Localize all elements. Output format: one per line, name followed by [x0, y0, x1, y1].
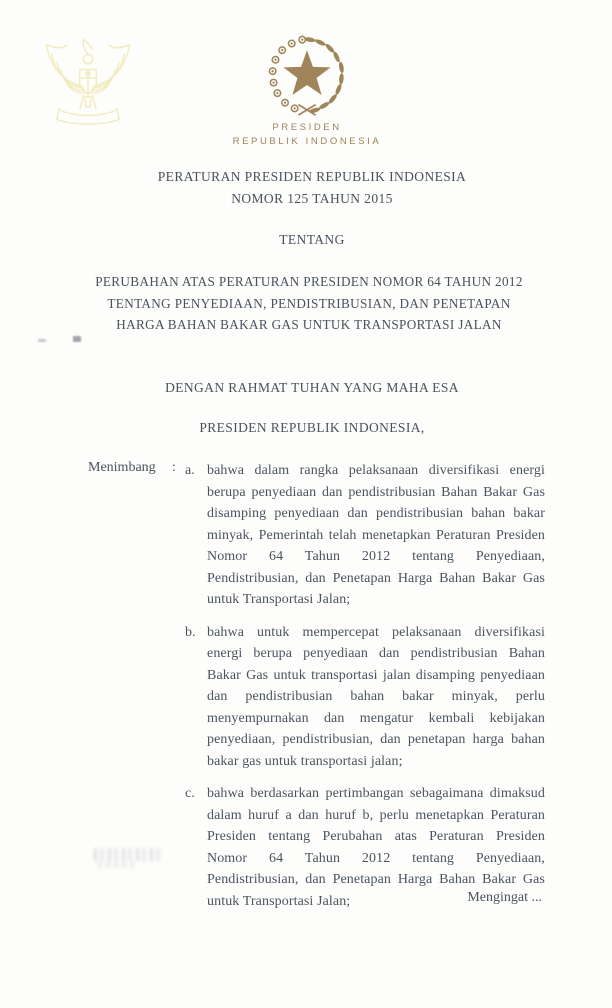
- item-marker: c.: [185, 786, 195, 801]
- item-marker: a.: [185, 463, 195, 478]
- subject-line-2: TENTANG PENYEDIAAN, PENDISTRIBUSIAN, DAN PENETAPAN: [107, 295, 511, 311]
- menimbang-items: [185, 460, 545, 923]
- faded-stamp-smudge-2: [98, 861, 138, 868]
- menimbang-separator: :: [172, 460, 176, 475]
- presidential-seal-icon: [265, 33, 349, 117]
- letterhead-republik-indonesia: REPUBLIK INDONESIA: [232, 136, 382, 147]
- consideration-item-a: [185, 460, 545, 611]
- item-text: bahwa untuk mempercepat pelaksanaan diversifikasi energi berupa penyediaan dan pendistribusian Bahan Bakar Gas untuk transportasi jalan disamping penyediaan dan pendistribusian bahan bakar minyak, perlu menyempurnakan dan mengatur kembali kebijakan penyediaan, pendistribusian, dan penetapan harga bahan bakar gas untuk transportasi jalan;: [207, 624, 545, 769]
- letterhead-presiden: PRESIDEN: [272, 122, 342, 133]
- garuda-watermark-icon: [36, 26, 140, 134]
- tentang-heading: TENTANG: [279, 232, 345, 247]
- item-text: bahwa dalam rangka pelaksanaan diversifikasi energi berupa penyediaan dan pendistribusian Bahan Bakar Gas disamping penyediaan dan pendistribusian bahan bakar minyak, Pemerintah telah menetapkan Peraturan Presiden Nomor 64 Tahun 2012 tentang Penyediaan, Pendistribusian, dan Penetapan Harga Bahan Bakar Gas untuk Transportasi Jalan;: [207, 463, 545, 607]
- letterhead-caption: [157, 121, 457, 149]
- menimbang-label: Menimbang: [88, 460, 156, 475]
- regulation-title: PERATURAN PRESIDEN REPUBLIK INDONESIA: [157, 169, 467, 184]
- invocation-line: DENGAN RAHMAT TUHAN YANG MAHA ESA: [165, 380, 459, 395]
- consideration-item-b: [185, 622, 545, 773]
- authority-line: PRESIDEN REPUBLIK INDONESIA,: [199, 420, 425, 435]
- regulation-subject: [56, 271, 562, 336]
- item-marker: b.: [185, 624, 196, 640]
- catchword-mengingat: Mengingat ...: [467, 890, 542, 905]
- faded-stamp-smudge: [94, 848, 160, 861]
- margin-speck-dark: [73, 336, 81, 342]
- subject-line-3: HARGA BAHAN BAKAR GAS UNTUK TRANSPORTASI JALAN: [116, 317, 502, 332]
- regulation-number: NOMOR 125 TAHUN 2015: [231, 191, 393, 206]
- item-text: bahwa berdasarkan pertimbangan sebagaimana dimaksud dalam huruf a dan huruf b, perlu menetapkan Peraturan Presiden tentang Perubahan atas Peraturan Presiden Nomor 64 Tahun 2012 tentang Penyediaan, Pendistribusian, dan Penetapan Harga Bahan Bakar Gas untuk Transportasi Jalan;: [207, 786, 545, 909]
- subject-line-1: PERUBAHAN ATAS PERATURAN PRESIDEN NOMOR 64 TAHUN 2012: [95, 274, 523, 289]
- margin-speck: [38, 339, 46, 342]
